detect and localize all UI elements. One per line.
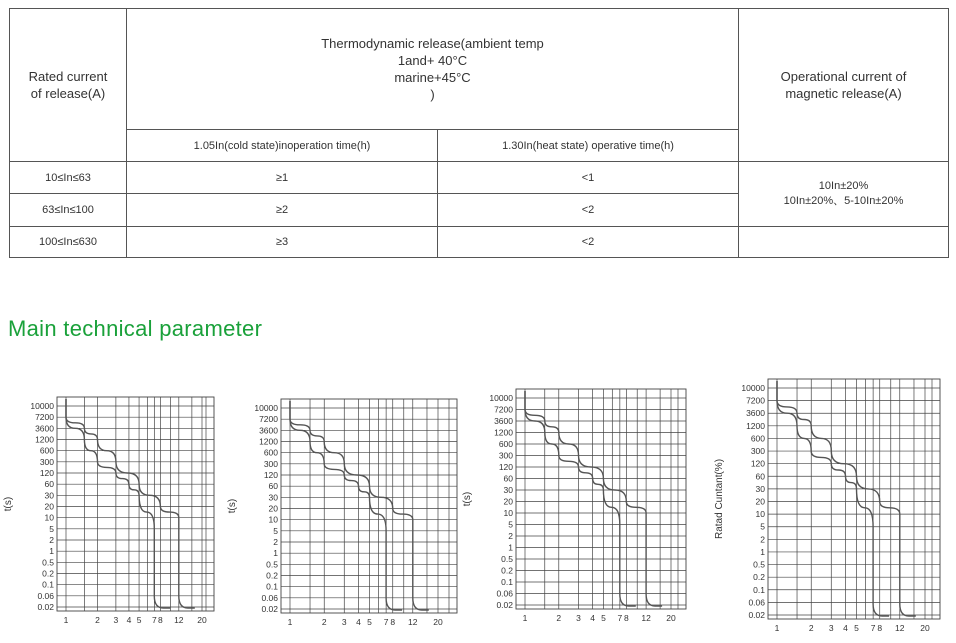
trip-curve-chart-2 [227, 372, 466, 627]
y-tick-label: 600 [263, 447, 278, 458]
x-tick-label: 3 [341, 617, 347, 627]
y-tick-label: 10 [755, 509, 765, 520]
y-tick-label: 30 [268, 492, 278, 503]
x-tick-label: 7 [617, 613, 623, 623]
y-tick-label: 10000 [741, 383, 765, 393]
table-row [10, 227, 949, 258]
x-tick-label: 8 [877, 623, 883, 633]
y-tick-label: 20 [268, 503, 278, 514]
x-tick-label: 1 [774, 623, 780, 633]
y-axis-label: t(s) [462, 491, 473, 507]
y-tick-label: 0.02 [37, 602, 54, 612]
x-tick-label: 3 [576, 613, 581, 623]
y-tick-label: 2 [49, 535, 54, 545]
x-tick-label: 7 [383, 617, 389, 627]
chart-frame [516, 389, 686, 609]
release-spec-table [9, 8, 949, 258]
magnetic-release-header: Operational current of magnetic release(A) [739, 9, 949, 162]
cold-time-cell: ≥2 [127, 194, 438, 227]
rated-current-header: Rated current of release(A) [10, 9, 127, 162]
y-tick-label: 120 [498, 462, 513, 472]
y-tick-label: 20 [755, 496, 765, 507]
y-tick-label: 10 [503, 508, 513, 518]
y-tick-label: 5 [760, 521, 765, 532]
x-tick-label: 20 [433, 617, 443, 627]
x-tick-label: 8 [158, 615, 163, 625]
heat-time-cell: <1 [438, 162, 739, 194]
x-tick-label: 12 [174, 615, 184, 625]
y-tick-label: 1200 [494, 427, 513, 438]
y-tick-label: 20 [503, 496, 513, 507]
y-tick-label: 5 [49, 523, 54, 534]
y-tick-label: 600 [750, 433, 765, 444]
y-axis-label: Ratad Cuntant(%) [714, 458, 725, 540]
y-tick-label: 300 [263, 458, 278, 469]
y-tick-label: 3600 [259, 425, 278, 436]
cold-time-cell: ≥1 [127, 162, 438, 194]
y-tick-label: 0.5 [501, 554, 513, 564]
y-tick-label: 60 [268, 481, 278, 492]
y-tick-label: 0.02 [748, 610, 765, 620]
y-tick-label: 0.5 [753, 559, 765, 570]
y-tick-label: 300 [498, 450, 513, 461]
y-tick-label: 3600 [35, 423, 54, 434]
y-tick-label: 1200 [746, 420, 765, 431]
x-tick-label: 2 [321, 617, 327, 627]
x-tick-label: 5 [367, 617, 372, 627]
y-tick-label: 3600 [746, 408, 765, 419]
y-tick-label: 0.06 [261, 592, 278, 603]
y-tick-label: 60 [503, 473, 513, 484]
y-tick-label: 3600 [494, 416, 513, 426]
y-tick-label: 7200 [494, 404, 513, 415]
x-tick-label: 7 [870, 623, 876, 633]
y-tick-label: 10000 [489, 393, 513, 403]
y-tick-label: 0.5 [42, 557, 54, 568]
trip-curve-line [525, 391, 636, 606]
x-tick-label: 1 [63, 615, 69, 625]
y-tick-label: 10000 [30, 401, 54, 411]
x-tick-label: 3 [113, 615, 119, 625]
trip-curve-chart-1 [3, 370, 224, 625]
heat-time-cell: <2 [438, 194, 739, 227]
x-tick-label: 2 [556, 613, 562, 623]
y-tick-label: 1200 [35, 434, 54, 445]
y-tick-label: 30 [503, 485, 513, 495]
trip-curve-line [290, 401, 402, 610]
y-tick-label: 1 [49, 546, 54, 557]
y-tick-label: 2 [508, 531, 513, 541]
y-tick-label: 0.06 [37, 590, 54, 601]
y-tick-label: 120 [263, 470, 278, 480]
y-tick-label: 60 [755, 471, 765, 482]
y-tick-label: 1 [760, 546, 765, 557]
x-tick-label: 12 [895, 623, 905, 633]
heat-state-header: 1.30In(heat state) operative time(h) [438, 130, 739, 162]
rated-range-cell: 10≤In≤63 [10, 162, 127, 194]
y-tick-label: 600 [39, 445, 54, 456]
x-tick-label: 5 [136, 615, 142, 625]
magnetic-empty-cell [739, 227, 949, 258]
cold-state-header: 1.05In(cold state)inoperation time(h) [127, 130, 438, 162]
y-tick-label: 0.02 [261, 604, 278, 614]
x-tick-label: 5 [854, 623, 859, 633]
rated-range-cell: 63≤In≤100 [10, 194, 127, 227]
trip-curve-chart-3 [462, 369, 696, 625]
x-tick-label: 4 [590, 613, 595, 623]
y-tick-label: 7200 [746, 395, 765, 406]
y-tick-label: 0.2 [753, 572, 765, 583]
y-tick-label: 0.1 [501, 577, 513, 587]
y-tick-label: 0.1 [266, 581, 278, 592]
y-tick-label: 30 [44, 490, 54, 501]
x-tick-label: 4 [356, 617, 361, 627]
y-tick-label: 10 [44, 512, 54, 523]
y-tick-label: 10 [268, 514, 278, 525]
x-tick-label: 12 [641, 613, 651, 623]
y-tick-label: 20 [44, 501, 54, 512]
x-tick-label: 20 [920, 623, 930, 633]
y-tick-label: 1 [273, 548, 278, 559]
x-tick-label: 2 [808, 623, 814, 633]
heat-time-cell: <2 [438, 227, 739, 258]
y-tick-label: 5 [508, 519, 513, 530]
y-tick-label: 30 [755, 483, 765, 494]
y-tick-label: 120 [750, 458, 765, 469]
y-tick-label: 7200 [35, 412, 54, 423]
x-tick-label: 20 [197, 615, 207, 625]
chart-frame [281, 399, 457, 613]
magnetic-value-cell: 10In±20% 10In±20%、5-10In±20% [739, 162, 949, 227]
y-tick-label: 300 [750, 446, 765, 457]
trip-curve-line [777, 381, 889, 616]
y-tick-label: 2 [273, 537, 278, 547]
x-tick-label: 1 [287, 617, 293, 627]
x-tick-label: 12 [408, 617, 418, 627]
y-tick-label: 120 [39, 468, 54, 478]
trip-curve-line [290, 401, 429, 610]
trip-curve-chart-4 [714, 376, 946, 638]
y-tick-label: 0.1 [753, 584, 765, 595]
trip-curve-line [66, 399, 195, 608]
x-tick-label: 3 [828, 623, 834, 633]
x-tick-label: 4 [843, 623, 848, 633]
rated-range-cell: 100≤In≤630 [10, 227, 127, 258]
y-tick-label: 0.2 [501, 565, 513, 576]
y-tick-label: 0.06 [748, 597, 765, 608]
y-tick-label: 0.2 [42, 568, 54, 579]
y-tick-label: 600 [498, 439, 513, 449]
y-axis-label: t(s) [3, 496, 14, 512]
x-tick-label: 1 [522, 613, 528, 623]
y-tick-label: 7200 [259, 414, 278, 425]
section-title: Main technical parameter [8, 316, 263, 341]
table-row [10, 162, 949, 194]
x-tick-label: 4 [126, 615, 132, 625]
y-tick-label: 0.1 [42, 579, 54, 590]
y-tick-label: 10000 [254, 403, 278, 413]
y-tick-label: 0.5 [266, 559, 278, 570]
x-tick-label: 8 [390, 617, 396, 627]
x-tick-label: 20 [666, 613, 676, 623]
y-tick-label: 5 [273, 525, 278, 536]
y-tick-label: 1200 [259, 436, 278, 447]
trip-curve-line [777, 381, 916, 616]
x-tick-label: 8 [623, 613, 629, 623]
trip-curve-line [525, 391, 662, 606]
y-axis-label: t(s) [227, 498, 238, 514]
y-tick-label: 1 [508, 542, 513, 553]
y-tick-label: 0.06 [496, 588, 513, 599]
y-tick-label: 2 [760, 534, 765, 545]
cold-time-cell: ≥3 [127, 227, 438, 258]
x-tick-label: 5 [601, 613, 606, 623]
y-tick-label: 60 [44, 479, 54, 490]
y-tick-label: 0.02 [496, 600, 513, 610]
y-tick-label: 300 [39, 456, 54, 467]
x-tick-label: 2 [95, 615, 100, 625]
y-tick-label: 0.2 [266, 570, 278, 581]
thermodynamic-release-header: Thermodynamic release(ambient temp 1and+ 40°C marine+45°C ) [127, 9, 739, 130]
x-tick-label: 7 [151, 615, 157, 625]
